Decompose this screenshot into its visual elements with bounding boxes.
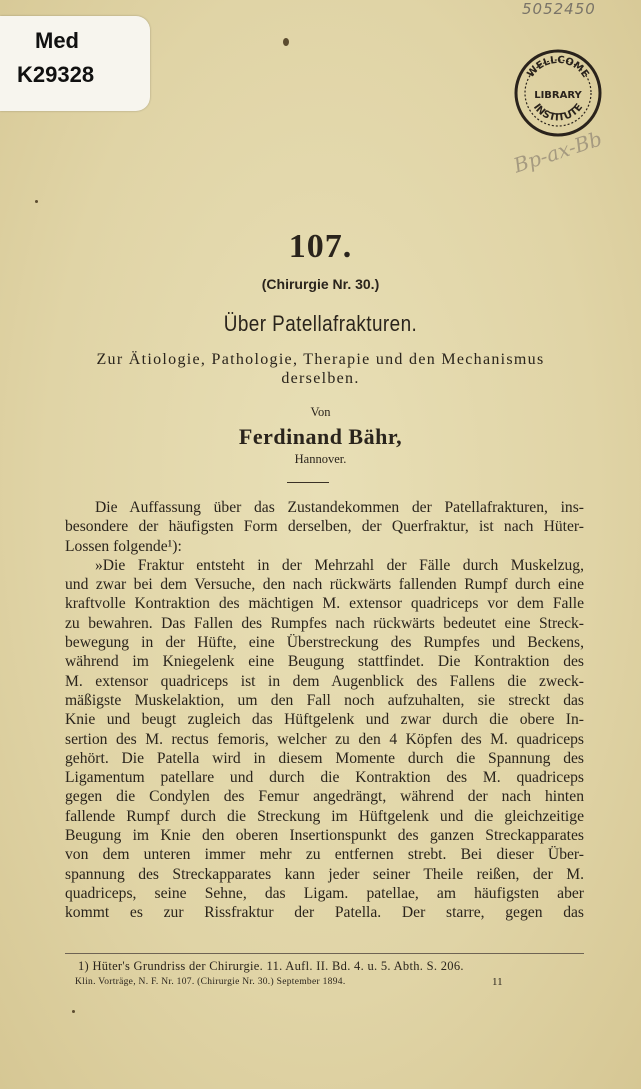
paper-speck (283, 38, 289, 46)
by-label: Von (310, 405, 331, 419)
body-line: kommt es zur Rissfraktur der Patella. Der starre, gegen das (65, 904, 584, 922)
footnote: 1) Hüter's Grundriss der Chirurgie. 11. Aufl. II. Bd. 4. u. 5. Abth. S. 206. (78, 959, 464, 973)
body-line: gegen die Condylen des Femur angedrängt, während der nach hinten (65, 788, 584, 806)
body-line: Beugung im Knie den oberen Insertionspunkt des ganzen Streckapparates (65, 827, 584, 845)
paper-speck (35, 200, 38, 203)
body-line: kraftvolle Kontraktion des mächtigen M. extensor quadriceps vor dem Falle (65, 595, 584, 613)
body-line: mäßigste Muskelaktion, um den Fall noch aufzuhalten, sie streckt das (65, 691, 584, 709)
label-line-2: K29328 (17, 62, 95, 87)
booklet-number: 107. (288, 228, 353, 265)
body-line: während im Kniegelenk eine Beugung stattfindet. Die Kontraktion des (65, 653, 584, 671)
body-line: »Die Fraktur entsteht in der Mehrzahl der Fälle durch Muskelzug, (95, 556, 584, 574)
footnote-divider (65, 953, 584, 954)
body-line: M. extensor quadriceps ist in dem Augenblick des Fallens die zweck- (65, 672, 584, 690)
handwritten-note-side: Bp-ax-Bb (510, 126, 605, 178)
body-line: Lossen folgende¹): (65, 537, 182, 555)
body-line: Ligamentum patellare und durch die Kontraktion des M. quadriceps (65, 769, 584, 787)
body-line: sertion des M. rectus femoris, welcher zu den 4 Köpfen des M. quadriceps (65, 730, 584, 748)
title-divider (287, 482, 329, 483)
stamp-top-text: WELLCOME (525, 54, 591, 80)
handwritten-note-top: 5052450 (522, 0, 596, 18)
body-line: spannung des Streckapparates kann jeder seiner Theile reißen, der M. (65, 865, 584, 883)
series-label: (Chirurgie Nr. 30.) (261, 276, 380, 292)
body-line: quadriceps, seine Sehne, das Ligam. patellae, am häufigsten aber (65, 884, 584, 902)
signature-mark: 11 (492, 976, 503, 988)
page-title: Über Patellafrakturen. (223, 311, 418, 336)
body-line: und zwar bei dem Versuche, den nach rückwärts fallenden Rumpf durch eine (65, 576, 584, 594)
author-city: Hannover. (294, 452, 347, 466)
subtitle-line-2: derselben. (281, 370, 360, 387)
body-line: fallende Rumpf durch die Streckung im Hüftgelenk und die gleichzeitige (65, 807, 584, 825)
subtitle-line-1: Zur Ätiologie, Pathologie, Therapie und den Mechanismus (96, 351, 545, 368)
body-line: bewegung in der Hüfte, eine Überstreckung des Rumpfes und Beckens, (65, 634, 584, 652)
body-line: Knie und beugt zugleich das Hüftgelenk und zwar durch die obere In- (65, 711, 584, 729)
body-text (65, 498, 584, 923)
paper-speck (72, 1010, 75, 1013)
author-name: Ferdinand Bähr, (238, 424, 403, 449)
library-shelf-label (0, 16, 150, 111)
publication-footer: Klin. Vorträge, N. F. Nr. 107. (Chirurgie Nr. 30.) September 1894. (75, 977, 346, 987)
body-line: zu bewahren. Das Fallen des Rumpfes nach rückwärts bedeutet eine Streck- (65, 614, 584, 632)
stamp-middle-text: LIBRARY (534, 90, 582, 101)
label-line-1: Med (35, 28, 79, 53)
library-stamp (512, 47, 604, 139)
body-line: von dem unteren immer mehr zu entfernen strebt. Bei dieser Über- (65, 846, 584, 864)
body-line: besondere der häufigsten Form derselben, der Querfraktur, ist nach Hüter- (65, 518, 584, 536)
body-line: Die Auffassung über das Zustandekommen der Patellafrakturen, ins- (95, 499, 584, 516)
body-line: gehört. Die Patella wird in diesem Momente durch die Spannung des (65, 749, 584, 767)
subtitle (0, 350, 641, 388)
stamp-bottom-text: INSTITUTE (530, 101, 586, 124)
